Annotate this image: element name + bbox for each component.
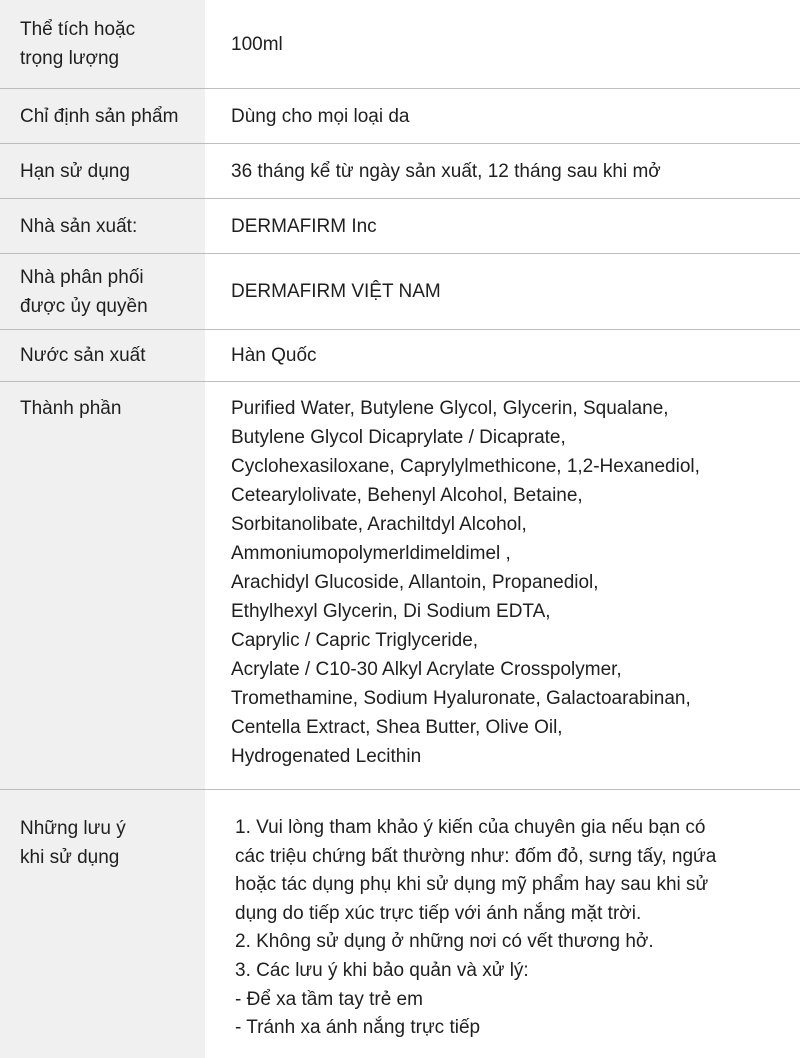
spec-value: 36 tháng kể từ ngày sản xuất, 12 tháng sau khi mở: [231, 160, 661, 182]
spec-row-ingredients: [0, 382, 800, 790]
spec-value: Dùng cho mọi loại da: [231, 105, 410, 127]
spec-value: 1. Vui lòng tham khảo ý kiến của chuyên gia nếu bạn có các triệu chứng bất thường như: đốm đỏ, sưng tấy, ngứa hoặc tác dụng phụ khi sử dụng mỹ phẩm hay sau khi sử dụng do tiếp xúc trực tiếp với ánh nắng mặt trời. 2. Không sử dụng ở những nơi có vết thương hở. 3. Các lưu ý khi bảo quản và xử lý: - Để xa tầm tay trẻ em - Tránh xa ánh nắng trực tiếp: [235, 817, 717, 1039]
spec-row-volume: [0, 0, 800, 89]
spec-value: DERMAFIRM Inc: [231, 215, 377, 237]
spec-row-distributor: [0, 254, 800, 330]
spec-label: Hạn sử dụng: [0, 144, 205, 198]
spec-value: DERMAFIRM VIỆT NAM: [231, 281, 441, 302]
spec-label: Thể tích hoặc trọng lượng: [0, 0, 205, 88]
spec-value: 100ml: [231, 33, 283, 55]
spec-label: Nước sản xuất: [0, 330, 205, 381]
spec-row-usage-notes: [0, 790, 800, 1058]
spec-row-manufacturer: [0, 199, 800, 254]
spec-row-expiry: [0, 144, 800, 199]
spec-label: Thành phần: [0, 382, 205, 789]
spec-label: Chỉ định sản phẩm: [0, 89, 205, 143]
spec-label: Nhà phân phối được ủy quyền: [0, 254, 205, 329]
spec-row-skin-type: [0, 89, 800, 144]
spec-label: Nhà sản xuất:: [0, 199, 205, 253]
spec-row-origin: [0, 330, 800, 382]
spec-value: Purified Water, Butylene Glycol, Glycerin, Squalane, Butylene Glycol Dicaprylate / Dicaprate, Cyclohexasiloxane, Caprylylmethicone, 1,2-Hexanediol, Cetearylolivate, Behenyl Alcohol, Betaine, Sorbitanolibate, Arachiltdyl Alcohol, Ammoniumopolymerldimeldimel , Arachidyl Glucoside, Allantoin, Propanediol, Ethylhexyl Glycerin, Di Sodium EDTA, Caprylic / Capric Triglyceride, Acrylate / C10-30 Alkyl Acrylate Crosspolymer, Tromethamine, Sodium Hyaluronate, Galactoarabinan, Centella Extract, Shea Butter, Olive Oil, Hydrogenated Lecithin: [231, 398, 700, 767]
spec-label: Những lưu ý khi sử dụng: [0, 790, 205, 1058]
spec-value: Hàn Quốc: [231, 345, 317, 366]
